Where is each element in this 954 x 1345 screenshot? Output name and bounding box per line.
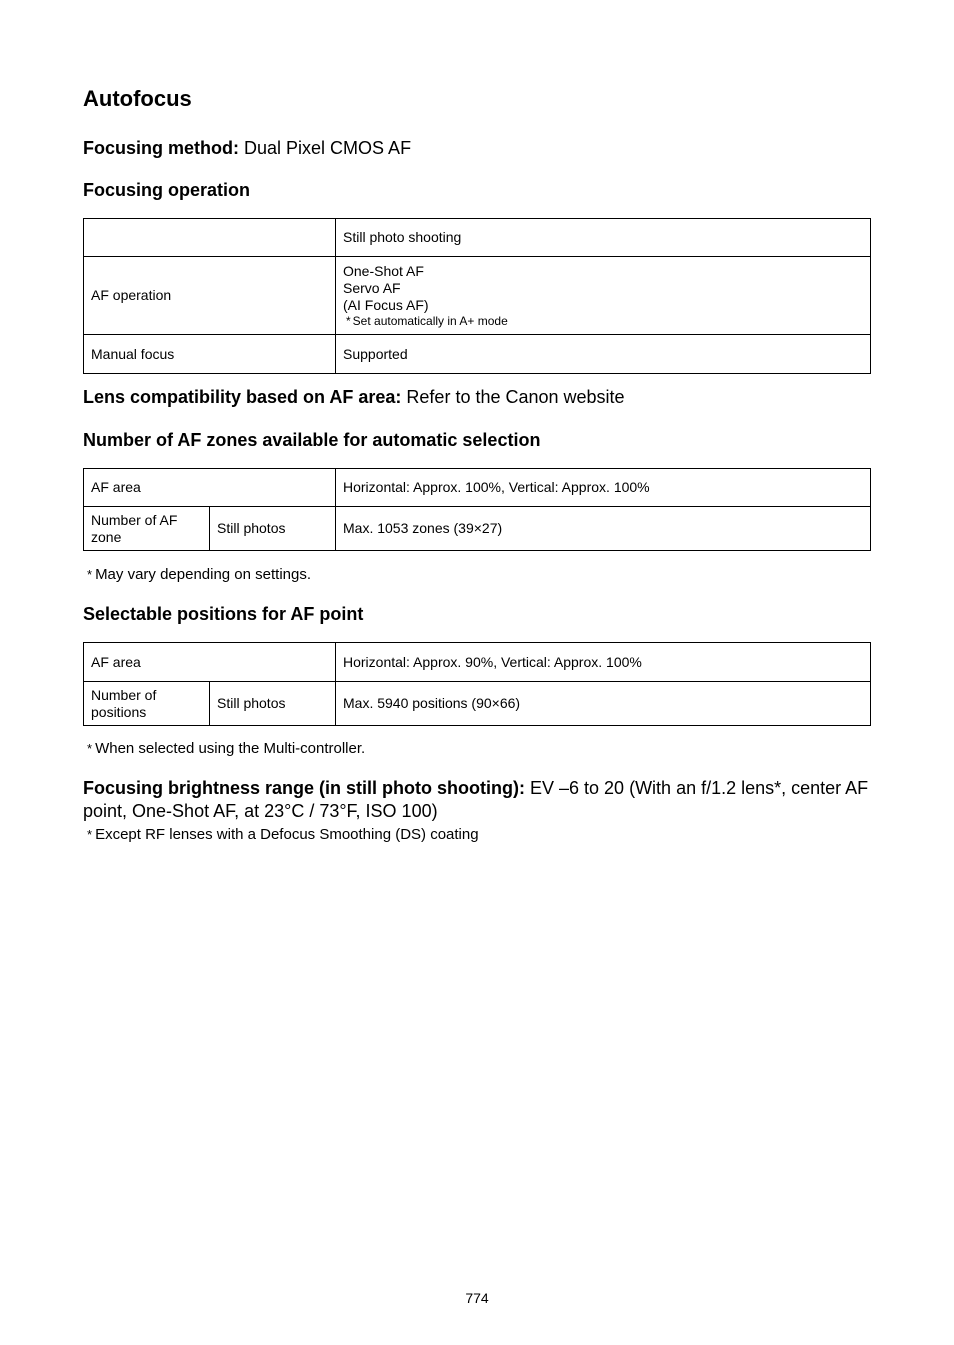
- table-row: [84, 469, 871, 507]
- af-operation-mode: (AI Focus AF): [343, 296, 429, 313]
- row-label-manual-focus: Manual focus: [84, 335, 336, 374]
- table-row: [84, 257, 871, 335]
- focusing-method-line: [83, 138, 411, 159]
- page-number: 774: [465, 1290, 489, 1306]
- table-row: [84, 643, 871, 682]
- brightness-range-label: Focusing brightness range (in still photo shooting):: [83, 778, 525, 798]
- note-marker: *: [346, 313, 351, 328]
- brightness-range-paragraph: [83, 777, 873, 823]
- af-points-table: [83, 642, 871, 726]
- note-marker: *: [87, 567, 93, 582]
- af-area-value: Horizontal: Approx. 100%, Vertical: Approx. 100%: [336, 469, 871, 507]
- lens-compatibility-value: Refer to the Canon website: [406, 387, 625, 407]
- af-zones-note-text: May vary depending on settings.: [95, 566, 312, 583]
- page-title: Autofocus: [83, 86, 192, 111]
- af-area-value: Horizontal: Approx. 90%, Vertical: Approx. 100%: [336, 643, 871, 682]
- table-row: [84, 219, 871, 257]
- table-row: [84, 335, 871, 374]
- row-label-af-area: AF area: [84, 643, 336, 682]
- row-sublabel-still-photos: Still photos: [210, 682, 336, 726]
- row-sublabel-still-photos: Still photos: [210, 507, 336, 551]
- note-marker: *: [87, 741, 93, 756]
- table-row: [84, 682, 871, 726]
- af-zones-table: [83, 468, 871, 551]
- brightness-note: [87, 826, 479, 843]
- position-count-value: Max. 5940 positions (90×66): [336, 682, 871, 726]
- af-operation-note-text: Set automatically in A+ mode: [352, 313, 508, 328]
- row-label-af-zone-count: Number of AF zone: [84, 507, 210, 551]
- table-cell-empty: [84, 219, 336, 257]
- manual-focus-value: Supported: [336, 335, 871, 374]
- table-row: [84, 507, 871, 551]
- af-operation-note: [343, 314, 863, 329]
- brightness-note-text: Except RF lenses with a Defocus Smoothing (DS) coating: [95, 826, 479, 843]
- af-operation-values: [336, 257, 871, 335]
- focusing-method-label: Focusing method:: [83, 138, 239, 158]
- focusing-method-value: Dual Pixel CMOS AF: [244, 138, 412, 158]
- brightness-range-value: EV –6 to 20 (With an f/1.2 lens*, center AF point, One-Shot AF, at 23°C / 73°F, ISO 100): [83, 778, 869, 821]
- table-header-cell: Still photo shooting: [336, 219, 871, 257]
- af-operation-mode: Servo AF: [343, 279, 401, 296]
- af-zones-note: [87, 566, 311, 583]
- af-zone-count-value: Max. 1053 zones (39×27): [336, 507, 871, 551]
- af-points-heading: Selectable positions for AF point: [83, 604, 364, 624]
- row-label-af-area: AF area: [84, 469, 336, 507]
- af-operation-mode: One-Shot AF: [343, 262, 424, 279]
- focusing-operation-table: [83, 218, 871, 374]
- af-zones-heading: Number of AF zones available for automatic selection: [83, 430, 541, 450]
- note-marker: *: [87, 827, 93, 842]
- af-points-note: [87, 740, 365, 757]
- row-label-af-operation: AF operation: [84, 257, 336, 335]
- af-points-note-text: When selected using the Multi-controller.: [95, 740, 366, 757]
- lens-compatibility-line: [83, 387, 625, 408]
- lens-compatibility-label: Lens compatibility based on AF area:: [83, 387, 402, 407]
- focusing-operation-heading: Focusing operation: [83, 180, 251, 200]
- row-label-position-count: Number of positions: [84, 682, 210, 726]
